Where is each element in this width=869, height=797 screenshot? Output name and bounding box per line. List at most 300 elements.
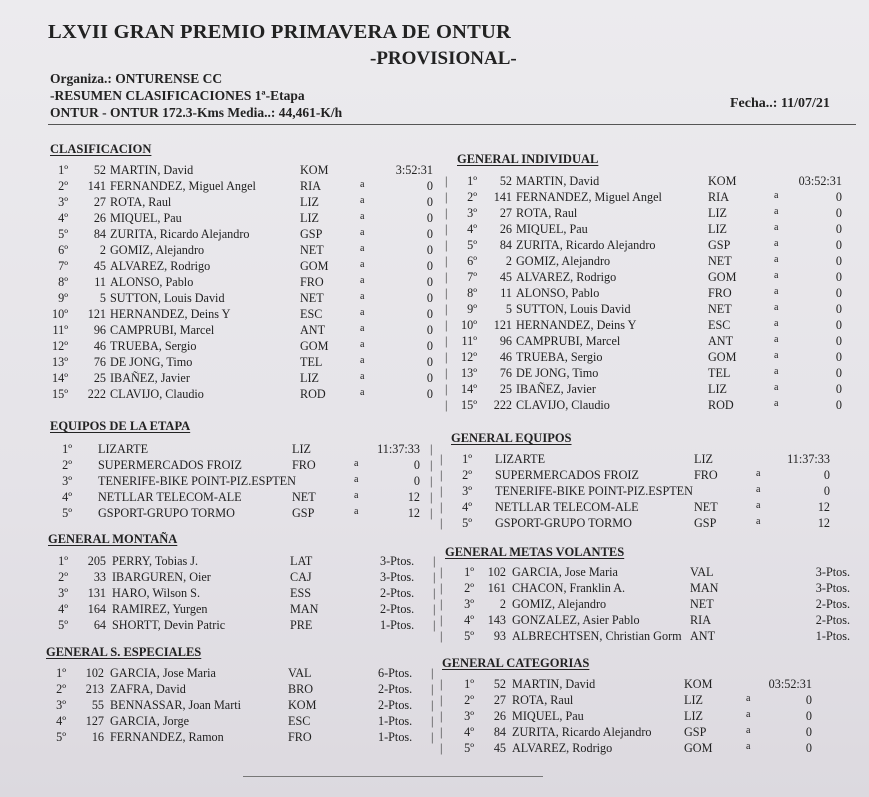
cell-dorsal: 102 [487, 565, 506, 579]
cell-val: 0 [835, 382, 842, 396]
table-clasificacion [48, 163, 443, 403]
cell-name: MARTIN, David [512, 677, 596, 691]
cell-team: FRO [292, 458, 316, 472]
cell-a: a [774, 206, 779, 217]
cell-a: a [354, 506, 359, 517]
table-row [440, 190, 850, 206]
cell-dorsal: 143 [487, 613, 506, 627]
cell-bar: | [433, 618, 436, 632]
cell-name: SUTTON, Louis David [516, 302, 631, 316]
cell-name: IBARGUREN, Oier [112, 570, 211, 584]
cell-pos: 3º [464, 709, 474, 723]
cell-pos: 3º [58, 195, 68, 209]
cell-dorsal: 46 [499, 350, 512, 364]
cell-name: GSPORT-GRUPO TORMO [98, 506, 235, 520]
cell-pos: 11º [52, 323, 68, 337]
cell-bar: | [445, 238, 448, 252]
table-row [48, 387, 443, 403]
cell-val: 0 [835, 238, 842, 252]
cell-team: ESC [300, 307, 323, 321]
cell-a: a [774, 334, 779, 345]
cell-team: LIZ [684, 709, 703, 723]
cell-team: FRO [288, 730, 312, 744]
cell-name: MIQUEL, Pau [110, 211, 182, 225]
organizer-line: Organiza.: ONTURENSE CC [50, 71, 223, 86]
cell-name: ROTA, Raul [516, 206, 578, 220]
cell-bar: | [445, 318, 448, 332]
cell-val: 0 [835, 366, 842, 380]
cell-name: PERRY, Tobias J. [112, 554, 199, 568]
cell-dorsal: 16 [91, 730, 104, 744]
date-label: Fecha..: 11/07/21 [730, 96, 830, 111]
cell-name: RAMIREZ, Yurgen [112, 602, 208, 616]
cell-pos: 8º [467, 286, 477, 300]
cell-dorsal: 96 [499, 334, 512, 348]
cell-name: LIZARTE [98, 442, 149, 456]
cell-name: ROTA, Raul [512, 693, 574, 707]
cell-val: 0 [426, 227, 433, 241]
cell-val: 1-Ptos. [378, 714, 413, 728]
cell-dorsal: 161 [487, 581, 506, 595]
table-row [48, 291, 443, 307]
cell-bar: | [433, 602, 436, 616]
cell-pos: 1º [62, 442, 72, 456]
cell-val: 0 [413, 474, 420, 488]
cell-bar: | [430, 458, 433, 472]
table-row [440, 350, 850, 366]
cell-dorsal: 5 [99, 291, 106, 305]
cell-val: 0 [426, 243, 433, 257]
cell-bar: | [431, 714, 434, 728]
table-row [48, 618, 443, 634]
cell-name: ZURITA, Ricardo Alejandro [512, 725, 652, 739]
cell-val: 3-Ptos. [380, 570, 415, 584]
heading-clasificacion: CLASIFICACION [50, 142, 152, 156]
cell-name: DE JONG, Timo [110, 355, 193, 369]
cell-val: 0 [426, 259, 433, 273]
cell-dorsal: 55 [91, 698, 104, 712]
cell-val: 0 [426, 323, 433, 337]
cell-name: CHACON, Franklin A. [512, 581, 626, 595]
cell-a: a [774, 286, 779, 297]
cell-name: LIZARTE [495, 452, 546, 466]
cell-dorsal: 141 [493, 190, 512, 204]
table-row [440, 468, 850, 484]
cell-team: PRE [290, 618, 313, 632]
table-row [440, 366, 850, 382]
cell-bar: | [440, 452, 443, 466]
cell-dorsal: 25 [93, 371, 106, 385]
cell-a: a [360, 243, 365, 254]
cell-val: 11:37:33 [377, 442, 420, 456]
table-general-equipos [440, 452, 850, 532]
table-row [440, 238, 850, 254]
cell-team: VAL [690, 565, 714, 579]
cell-bar: | [440, 613, 443, 627]
cell-val: 0 [805, 709, 812, 723]
cell-dorsal: 2 [99, 243, 106, 257]
cell-pos: 7º [58, 259, 68, 273]
cell-bar: | [445, 366, 448, 380]
cell-pos: 1º [58, 163, 68, 177]
cell-bar: | [445, 398, 448, 412]
cell-bar: | [440, 597, 443, 611]
cell-pos: 4º [58, 211, 68, 225]
cell-a: a [746, 725, 751, 736]
cell-team: GOM [708, 270, 737, 284]
cell-dorsal: 5 [505, 302, 512, 316]
cell-team: ANT [300, 323, 326, 337]
cell-team: MAN [290, 602, 319, 616]
cell-bar: | [430, 506, 433, 520]
cell-pos: 4º [58, 602, 68, 616]
cell-pos: 2º [464, 581, 474, 595]
cell-pos: 15º [461, 398, 477, 412]
cell-name: HARO, Wilson S. [112, 586, 200, 600]
cell-pos: 4º [62, 490, 72, 504]
table-row [48, 307, 443, 323]
cell-name: MARTIN, David [516, 174, 600, 188]
cell-val: 3:52:31 [395, 163, 433, 177]
cell-a: a [354, 458, 359, 469]
cell-a: a [756, 468, 761, 479]
cell-a: a [774, 398, 779, 409]
cell-team: FRO [300, 275, 324, 289]
cell-a: a [360, 275, 365, 286]
cell-bar: | [431, 698, 434, 712]
cell-team: NET [292, 490, 316, 504]
cell-name: ALBRECHTSEN, Christian Gorm [512, 629, 682, 643]
cell-team: RIA [708, 190, 729, 204]
table-row [48, 586, 443, 602]
cell-val: 0 [835, 222, 842, 236]
cell-team: GSP [300, 227, 323, 241]
cell-val: 0 [823, 484, 830, 498]
cell-a: a [360, 355, 365, 366]
table-row [440, 741, 850, 757]
cell-val: 0 [426, 387, 433, 401]
cell-bar: | [440, 741, 443, 755]
cell-name: CLAVIJO, Claudio [516, 398, 610, 412]
cell-name: MIQUEL, Pau [516, 222, 588, 236]
cell-name: GSPORT-GRUPO TORMO [495, 516, 632, 530]
cell-team: KOM [708, 174, 737, 188]
cell-team: RIA [300, 179, 321, 193]
cell-bar: | [431, 682, 434, 696]
table-row [46, 730, 441, 746]
cell-team: NET [694, 500, 718, 514]
cell-bar: | [440, 725, 443, 739]
cell-team: MAN [690, 581, 719, 595]
cell-bar: | [440, 565, 443, 579]
cell-team: GSP [292, 506, 315, 520]
cell-pos: 6º [58, 243, 68, 257]
cell-team: NET [690, 597, 714, 611]
cell-pos: 5º [58, 618, 68, 632]
cell-val: 0 [426, 339, 433, 353]
table-row [48, 275, 443, 291]
cell-dorsal: 164 [87, 602, 106, 616]
cell-team: LIZ [300, 371, 319, 385]
cell-a: a [354, 474, 359, 485]
cell-pos: 1º [464, 677, 474, 691]
cell-bar: | [445, 334, 448, 348]
cell-name: GARCIA, Jose Maria [512, 565, 618, 579]
cell-dorsal: 11 [94, 275, 106, 289]
cell-team: KOM [288, 698, 317, 712]
cell-pos: 2º [58, 570, 68, 584]
table-row [440, 254, 850, 270]
cell-a: a [756, 516, 761, 527]
cell-name: ALVAREZ, Rodrigo [110, 259, 211, 273]
cell-bar: | [445, 174, 448, 188]
table-row [440, 516, 850, 532]
cell-a: a [360, 339, 365, 350]
table-row [46, 666, 441, 682]
page-title: LXVII GRAN PREMIO PRIMAVERA DE ONTUR [48, 21, 511, 43]
cell-pos: 11º [461, 334, 477, 348]
cell-team: NET [300, 243, 324, 257]
cell-a: a [774, 302, 779, 313]
cell-a: a [774, 366, 779, 377]
cell-dorsal: 52 [493, 677, 506, 691]
table-row [440, 206, 850, 222]
cell-bar: | [433, 570, 436, 584]
cell-name: IBAÑEZ, Javier [516, 382, 596, 396]
cell-bar: | [440, 677, 443, 691]
cell-val: 03:52:31 [768, 677, 812, 691]
cell-dorsal: 27 [493, 693, 506, 707]
cell-team: LIZ [292, 442, 311, 456]
cell-dorsal: 2 [505, 254, 512, 268]
cell-pos: 3º [62, 474, 72, 488]
cell-val: 0 [426, 307, 433, 321]
cell-name: IBAÑEZ, Javier [110, 371, 190, 385]
cell-val: 0 [835, 302, 842, 316]
table-row [440, 174, 850, 190]
cell-name: ROTA, Raul [110, 195, 172, 209]
table-row [48, 490, 443, 506]
cell-team: LIZ [708, 206, 727, 220]
cell-dorsal: 84 [93, 227, 106, 241]
cell-dorsal: 33 [93, 570, 106, 584]
cell-a: a [774, 350, 779, 361]
cell-pos: 9º [467, 302, 477, 316]
cell-dorsal: 46 [93, 339, 106, 353]
cell-a: a [360, 371, 365, 382]
cell-name: ALVAREZ, Rodrigo [516, 270, 617, 284]
cell-team: ESC [708, 318, 731, 332]
cell-pos: 3º [462, 484, 472, 498]
cell-val: 0 [835, 398, 842, 412]
table-row [440, 382, 850, 398]
cell-pos: 3º [56, 698, 66, 712]
cell-a: a [360, 227, 365, 238]
cell-name: GOMIZ, Alejandro [512, 597, 607, 611]
cell-pos: 7º [467, 270, 477, 284]
cell-team: ESC [288, 714, 311, 728]
cell-a: a [756, 500, 761, 511]
cell-pos: 13º [461, 366, 477, 380]
cell-bar: | [445, 382, 448, 396]
cell-name: SUPERMERCADOS FROIZ [98, 458, 242, 472]
cell-bar: | [430, 442, 433, 456]
cell-team: TEL [708, 366, 731, 380]
cell-dorsal: 2 [499, 597, 506, 611]
cell-team: NET [708, 254, 732, 268]
cell-team: LIZ [694, 452, 713, 466]
table-row [440, 270, 850, 286]
cell-val: 0 [835, 318, 842, 332]
cell-team: BRO [288, 682, 314, 696]
cell-dorsal: 141 [87, 179, 106, 193]
table-row [48, 458, 443, 474]
cell-a: a [360, 179, 365, 190]
cell-a: a [746, 693, 751, 704]
cell-pos: 1º [462, 452, 472, 466]
cell-dorsal: 64 [93, 618, 106, 632]
table-row [48, 259, 443, 275]
cell-a: a [774, 190, 779, 201]
cell-bar: | [445, 222, 448, 236]
cell-pos: 4º [467, 222, 477, 236]
cell-pos: 9º [58, 291, 68, 305]
cell-dorsal: 26 [493, 709, 506, 723]
cell-pos: 3º [464, 597, 474, 611]
cell-name: TENERIFE-BIKE POINT-PIZ.ESPTEN [495, 484, 693, 498]
table-row [440, 484, 850, 500]
cell-dorsal: 76 [499, 366, 512, 380]
cell-dorsal: 121 [87, 307, 106, 321]
cell-pos: 13º [52, 355, 68, 369]
table-row [48, 195, 443, 211]
cell-bar: | [445, 286, 448, 300]
cell-name: TRUEBA, Sergio [110, 339, 197, 353]
cell-dorsal: 84 [493, 725, 506, 739]
cell-bar: | [440, 468, 443, 482]
cell-team: LIZ [300, 195, 319, 209]
cell-val: 2-Ptos. [378, 698, 413, 712]
cell-team: NET [708, 302, 732, 316]
cell-bar: | [433, 554, 436, 568]
cell-val: 3-Ptos. [815, 565, 850, 579]
table-row [46, 682, 441, 698]
cell-bar: | [440, 484, 443, 498]
cell-a: a [360, 307, 365, 318]
table-general-especiales [46, 666, 441, 746]
cell-name: ALONSO, Pablo [516, 286, 600, 300]
cell-val: 0 [835, 334, 842, 348]
cell-bar: | [445, 254, 448, 268]
cell-pos: 5º [58, 227, 68, 241]
table-row [440, 693, 850, 709]
table-row [440, 500, 850, 516]
cell-val: 2-Ptos. [378, 682, 413, 696]
cell-pos: 14º [461, 382, 477, 396]
cell-a: a [774, 270, 779, 281]
heading-general-individual: GENERAL INDIVIDUAL [457, 152, 599, 166]
table-row [440, 452, 850, 468]
cell-val: 0 [835, 254, 842, 268]
cell-dorsal: 96 [93, 323, 106, 337]
cell-name: MARTIN, David [110, 163, 194, 177]
cell-val: 0 [413, 458, 420, 472]
table-row [440, 222, 850, 238]
cell-team: GSP [694, 516, 717, 530]
cell-val: 03:52:31 [798, 174, 842, 188]
cell-name: ZAFRA, David [110, 682, 186, 696]
cell-name: FERNANDEZ, Miguel Angel [110, 179, 256, 193]
cell-a: a [774, 382, 779, 393]
cell-dorsal: 127 [85, 714, 104, 728]
table-row [440, 302, 850, 318]
cell-pos: 3º [467, 206, 477, 220]
table-row [48, 474, 443, 490]
table-row [48, 570, 443, 586]
cell-bar: | [445, 350, 448, 364]
cell-pos: 1º [467, 174, 477, 188]
cell-name: ZURITA, Ricardo Alejandro [110, 227, 250, 241]
cell-name: TRUEBA, Sergio [516, 350, 603, 364]
cell-dorsal: 102 [85, 666, 104, 680]
heading-general-montana: GENERAL MONTAÑA [48, 532, 178, 546]
table-row [440, 318, 850, 334]
cell-name: SUPERMERCADOS FROIZ [495, 468, 639, 482]
heading-general-metas: GENERAL METAS VOLANTES [445, 545, 625, 559]
cell-name: HERNANDEZ, Deins Y [516, 318, 637, 332]
cell-bar: | [440, 500, 443, 514]
cell-team: RIA [690, 613, 711, 627]
cell-val: 12 [817, 500, 830, 514]
cell-team: LAT [290, 554, 313, 568]
cell-name: GOMIZ, Alejandro [110, 243, 205, 257]
cell-name: FERNANDEZ, Ramon [110, 730, 224, 744]
cell-val: 12 [407, 506, 420, 520]
cell-pos: 1º [58, 554, 68, 568]
cell-val: 12 [407, 490, 420, 504]
cell-team: FRO [708, 286, 732, 300]
cell-val: 0 [835, 206, 842, 220]
cell-pos: 5º [56, 730, 66, 744]
cell-bar: | [430, 490, 433, 504]
cell-val: 3-Ptos. [380, 554, 415, 568]
table-row [440, 725, 850, 741]
cell-val: 0 [426, 371, 433, 385]
cell-val: 6-Ptos. [378, 666, 413, 680]
cell-pos: 2º [62, 458, 72, 472]
cell-val: 3-Ptos. [815, 581, 850, 595]
cell-a: a [360, 211, 365, 222]
cell-name: DE JONG, Timo [516, 366, 599, 380]
heading-general-categorias: GENERAL CATEGORIAS [442, 656, 590, 670]
table-row [440, 286, 850, 302]
cell-bar: | [445, 270, 448, 284]
cell-dorsal: 45 [493, 741, 506, 755]
footer-divider [243, 776, 543, 777]
table-general-montana [48, 554, 443, 634]
cell-team: FRO [694, 468, 718, 482]
cell-a: a [360, 291, 365, 302]
cell-name: CAMPRUBI, Marcel [110, 323, 215, 337]
cell-dorsal: 45 [499, 270, 512, 284]
cell-dorsal: 26 [93, 211, 106, 225]
cell-a: a [774, 238, 779, 249]
table-general-individual [440, 174, 850, 414]
cell-name: CLAVIJO, Claudio [110, 387, 204, 401]
cell-pos: 4º [464, 613, 474, 627]
table-row [48, 179, 443, 195]
cell-bar: | [433, 586, 436, 600]
